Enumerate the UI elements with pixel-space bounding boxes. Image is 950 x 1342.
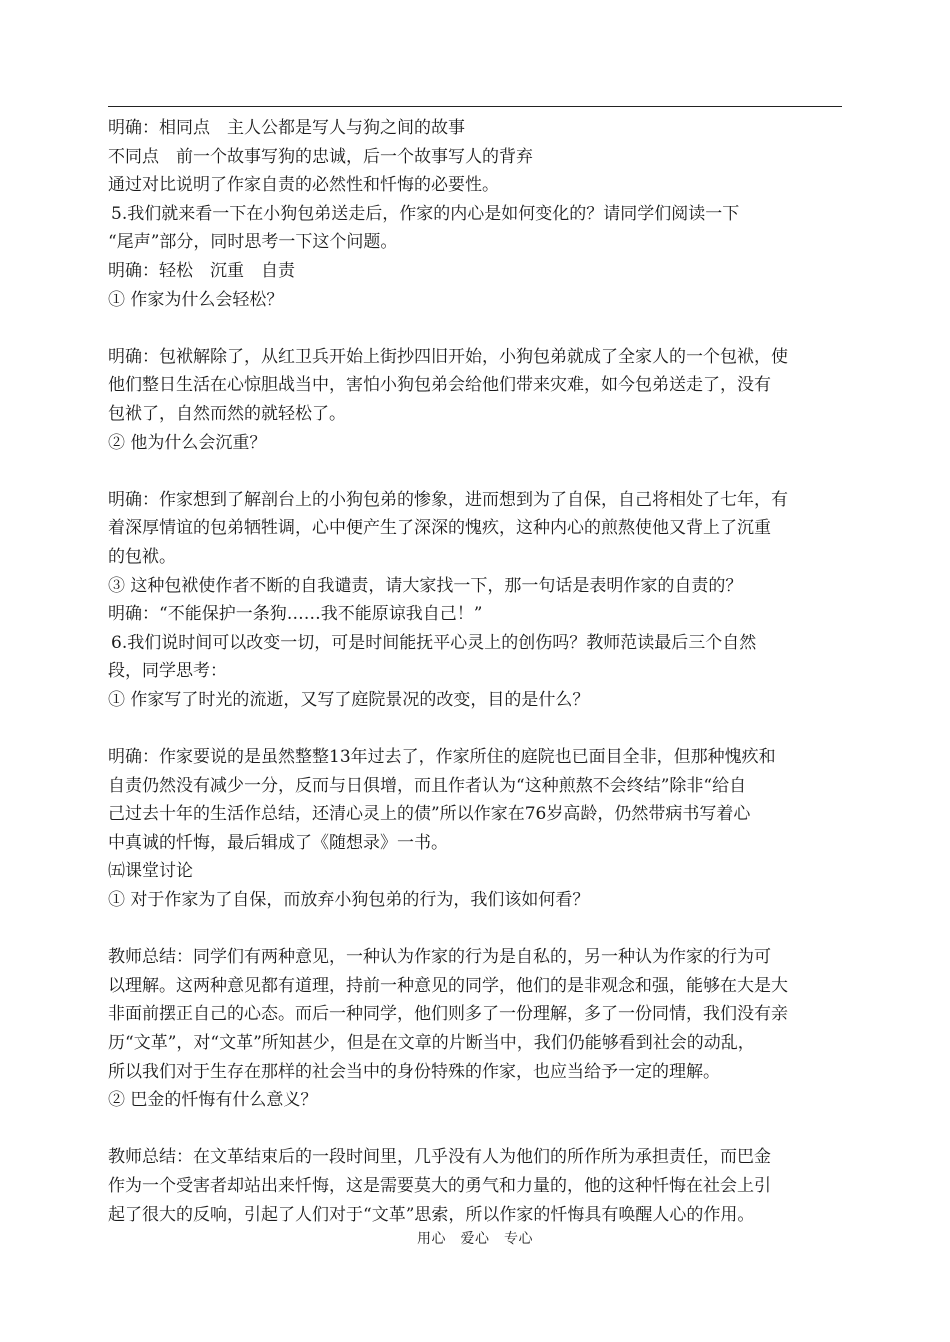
text-line: 着深厚情谊的包弟牺牲调，心中便产生了深深的愧疚，这种内心的煎熬使他又背上了沉重 <box>108 518 771 539</box>
text-line: 通过对比说明了作家自责的必然性和忏悔的必要性。 <box>108 175 499 196</box>
text-line: 起了很大的反响，引起了人们对于“文革”思索，所以作家的忏悔具有唤醒人心的作用。 <box>108 1204 755 1225</box>
text-line <box>108 917 842 942</box>
text-line: 不同点 前一个故事写狗的忠诚，后一个故事写人的背弃 <box>108 146 533 167</box>
text-line: ① 作家写了时光的流逝，又写了庭院景况的改变，目的是什么？ <box>108 689 590 710</box>
text-line: 己过去十年的生活作总结，还清心灵上的债”所以作家在76岁高龄，仍然带病书写着心 <box>108 804 751 825</box>
text-line: 6.我们说时间可以改变一切，可是时间能抚平心灵上的创伤吗？教师范读最后三个自然 <box>111 632 757 653</box>
text-line: 明确：作家想到了解剖台上的小狗包弟的惨象，进而想到为了自保，自己将相处了七年，有 <box>108 489 788 510</box>
text-line: 所以我们对于生存在那样的社会当中的身份特殊的作家，也应当给予一定的理解。 <box>108 1061 720 1082</box>
document-body <box>108 116 842 1231</box>
text-line: 他们整日生活在心惊胆战当中，害怕小狗包弟会给他们带来灾难，如今包弟送走了，没有 <box>108 375 771 396</box>
text-line: 作为一个受害者却站出来忏悔，这是需要莫大的勇气和力量的，他的这种忏悔在社会上引 <box>108 1175 771 1196</box>
text-line: 明确：作家要说的是虽然整整13年过去了，作家所住的庭院也已面目全非，但那种愧疚和 <box>108 747 776 768</box>
text-line <box>108 716 842 741</box>
text-line: 历“文革”，对“文革”所知甚少，但是在文章的片断当中，我们仍能够看到社会的动乱， <box>108 1033 755 1053</box>
text-line: ② 他为什么会沉重？ <box>108 432 267 453</box>
text-line: ① 作家为什么会轻松？ <box>108 289 284 310</box>
text-line: ③ 这种包袱使作者不断的自我谴责，请大家找一下，那一句话是表明作家的自责的？ <box>108 575 743 596</box>
text-line: 明确：相同点 主人公都是写人与狗之间的故事 <box>108 118 465 138</box>
text-line: 的包袱。 <box>108 546 176 567</box>
text-line <box>108 316 842 341</box>
text-line: 段，同学思考： <box>108 661 227 682</box>
text-line: ② 巴金的忏悔有什么意义？ <box>108 1090 318 1111</box>
text-line: 自责仍然没有减少一分，反而与日俱增，而且作者认为“这种煎熬不会终结”除非“给自 <box>108 775 747 796</box>
text-line: 以理解。这两种意见都有道理，持前一种意见的同学，他们的是非观念和强，能够在大是大 <box>108 975 788 996</box>
page-footer: 用心 爱心 专心 <box>417 1231 533 1247</box>
header-rule <box>108 106 842 107</box>
text-line: 教师总结：在文革结束后的一段时间里，几乎没有人为他们的所作所为承担责任，而巴金 <box>108 1147 771 1168</box>
text-line: 5.我们就来看一下在小狗包弟送走后，作家的内心是如何变化的？请同学们阅读一下 <box>111 203 740 224</box>
text-line: “尾声”部分，同时思考一下这个问题。 <box>108 232 398 253</box>
text-line: ① 对于作家为了自保，而放弃小狗包弟的行为，我们该如何看？ <box>108 890 590 911</box>
text-line: 明确：轻松 沉重 自责 <box>108 260 295 281</box>
text-line: 非面前摆正自己的心态。而后一种同学，他们则多了一份理解，多了一份同情，我们没有亲 <box>108 1004 788 1025</box>
text-line <box>108 459 842 484</box>
text-line: 明确：包袱解除了，从红卫兵开始上街抄四旧开始，小狗包弟就成了全家人的一个包袱，使 <box>108 346 788 367</box>
text-line: 包袱了，自然而然的就轻松了。 <box>108 403 346 424</box>
text-line: 明确：“不能保护一条狗……我不能原谅我自己！” <box>108 604 483 625</box>
text-line: ㈤课堂讨论 <box>108 861 193 882</box>
text-line: 教师总结：同学们有两种意见，一种认为作家的行为是自私的，另一种认为作家的行为可 <box>108 947 771 968</box>
text-line: 中真诚的忏悔，最后辑成了《随想录》一书。 <box>108 832 448 853</box>
text-line <box>108 1117 842 1142</box>
